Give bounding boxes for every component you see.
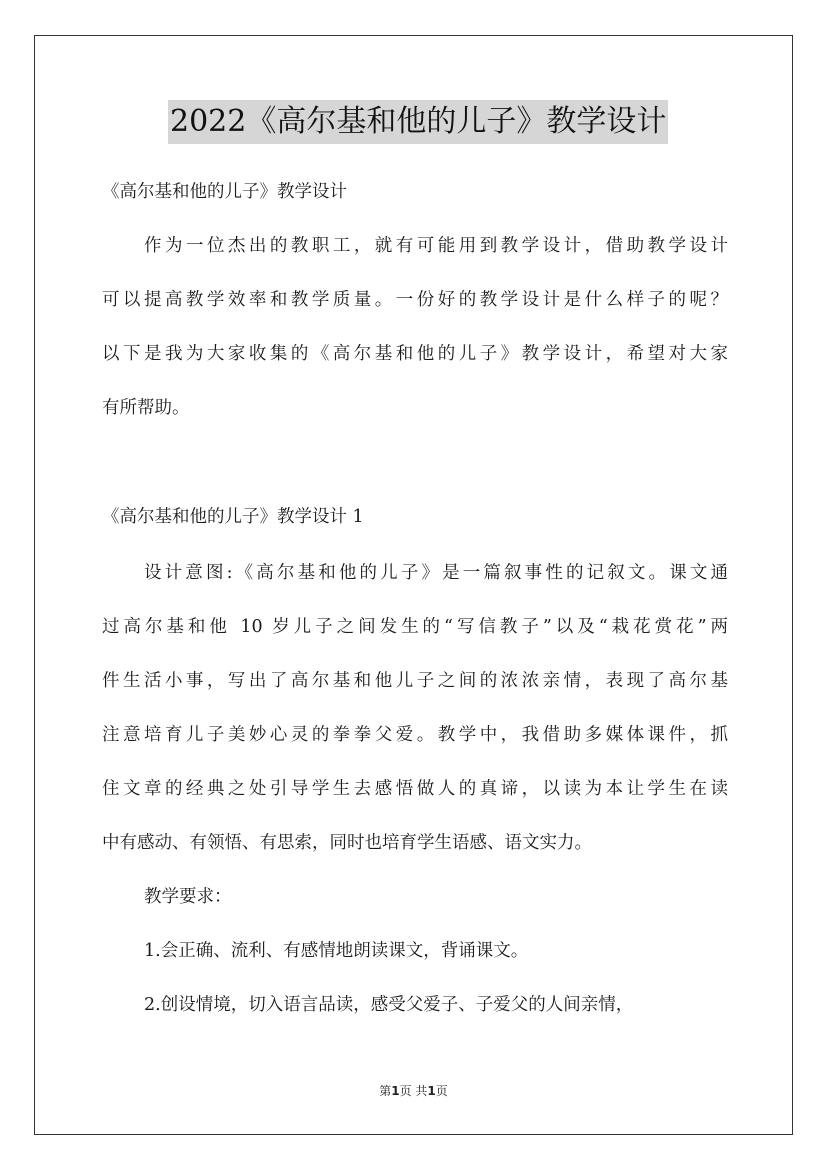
design-line-6: 中有感动、有领悟、有思索，同时也培育学生语感、语文实力。 — [102, 833, 592, 853]
intro-line-2: 可以提高教学效率和教学质量。一份好的教学设计是什么样子的呢？ — [102, 290, 728, 310]
requirement-1: 1.会正确、流利、有感情地朗读课文，背诵课文。 — [144, 941, 529, 961]
design-line-5: 住文章的经典之处引导学生去感悟做人的真谛，以读为本让学生在读 — [102, 779, 728, 799]
section-title: 《高尔基和他的儿子》教学设计 1 — [102, 507, 364, 527]
footer-suffix: 页 — [435, 1084, 448, 1098]
intro-line-1: 作为一位杰出的教职工，就有可能用到教学设计，借助教学设计 — [144, 236, 728, 256]
design-line-2: 过高尔基和他 10 岁儿子之间发生的“写信教子”以及“栽花赏花”两 — [102, 617, 728, 637]
footer-page-number: 1 — [391, 1084, 400, 1098]
requirements-heading: 教学要求： — [144, 887, 232, 907]
footer-mid: 页 共 — [399, 1084, 428, 1098]
design-line-1: 设计意图:《高尔基和他的儿子》是一篇叙事性的记叙文。课文通 — [144, 563, 728, 583]
footer-page-total: 1 — [427, 1084, 436, 1098]
intro-line-3: 以下是我为大家收集的《高尔基和他的儿子》教学设计，希望对大家 — [102, 344, 728, 364]
subtitle: 《高尔基和他的儿子》教学设计 — [102, 182, 347, 202]
intro-line-4: 有所帮助。 — [102, 398, 190, 418]
page-footer — [0, 1082, 827, 1099]
design-line-3: 件生活小事，写出了高尔基和他儿子之间的浓浓亲情，表现了高尔基 — [102, 671, 728, 691]
design-line-4: 注意培育儿子美妙心灵的拳拳父爱。教学中，我借助多媒体课件，抓 — [102, 725, 728, 745]
footer-prefix: 第 — [379, 1084, 392, 1098]
requirement-2: 2.创设情境，切入语言品读，感受父爱子、子爱父的人间亲情， — [144, 995, 634, 1015]
document-title: 2022《高尔基和他的儿子》教学设计 — [168, 100, 668, 144]
